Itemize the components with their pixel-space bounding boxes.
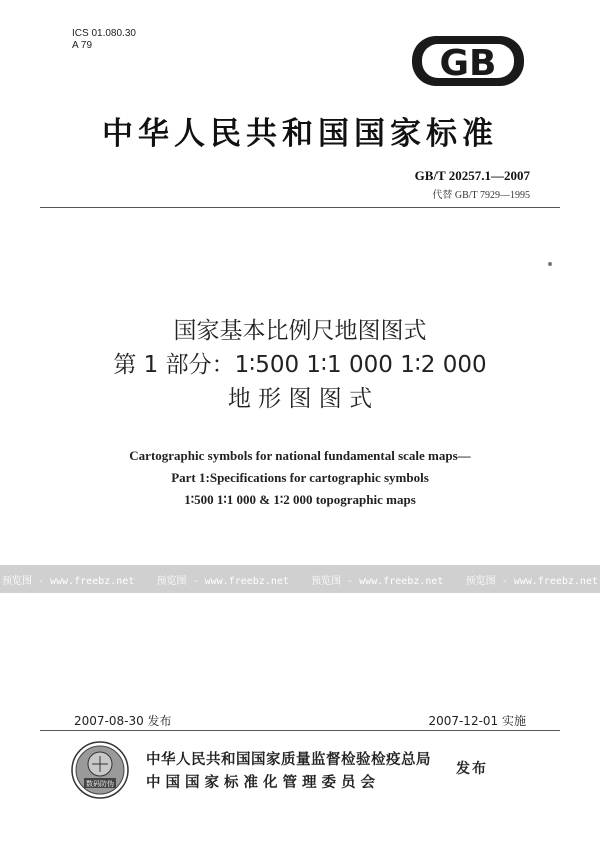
replaces-note: 代替 GB/T 7929—1995 — [432, 190, 530, 201]
svg-text:GB: GB — [439, 43, 497, 84]
standard-number-block — [415, 168, 530, 201]
chinese-title — [0, 314, 600, 416]
ics-code: ICS 01.080.30 — [72, 28, 136, 39]
standard-title: 中华人民共和国国家标准 — [102, 116, 498, 152]
svg-text:数码防伪: 数码防伪 — [86, 780, 114, 788]
issuer-line2: 中国国家标准化管理委员会 — [146, 775, 380, 791]
bottom-divider — [40, 730, 560, 731]
watermark-item: 预览图 - www.freebz.net — [156, 575, 289, 587]
watermark-item: 预览图 - www.freebz.net — [465, 575, 598, 587]
english-title-line1: Cartographic symbols for national fundamental scale maps— — [129, 448, 471, 463]
top-divider — [40, 207, 560, 208]
gb-logo — [408, 32, 528, 90]
anti-counterfeit-seal — [70, 740, 130, 800]
classification-codes — [72, 28, 136, 52]
issuer-line1: 中华人民共和国国家质量监督检验检疫总局 — [146, 752, 431, 768]
watermark-banner — [0, 565, 600, 593]
chinese-title-line1: 国家基本比例尺地图图式 — [173, 318, 427, 344]
standard-number: GB/T 20257.1—2007 — [414, 168, 530, 183]
chinese-title-line2: 第 1 部分：1∶500 1∶1 000 1∶2 000 — [113, 352, 487, 378]
issue-date: 2007-08-30 发布 — [74, 714, 172, 728]
english-title-line2: Part 1:Specifications for cartographic symbols — [171, 470, 429, 485]
date-row — [74, 712, 526, 729]
english-title-line3: 1∶500 1∶1 000 & 1∶2 000 topographic maps — [184, 492, 416, 507]
issuing-authorities — [146, 748, 431, 792]
chinese-title-line3: 地 形 图 图 式 — [227, 386, 373, 412]
effective-date: 2007-12-01 实施 — [428, 714, 526, 728]
publish-label: 发布 — [456, 761, 488, 777]
watermark-item: 预览图 - www.freebz.net — [2, 575, 135, 587]
watermark-item: 预览图 - www.freebz.net — [311, 575, 444, 587]
ccs-code: A 79 — [72, 40, 93, 51]
scan-dot — [548, 262, 552, 266]
english-title — [0, 445, 600, 511]
